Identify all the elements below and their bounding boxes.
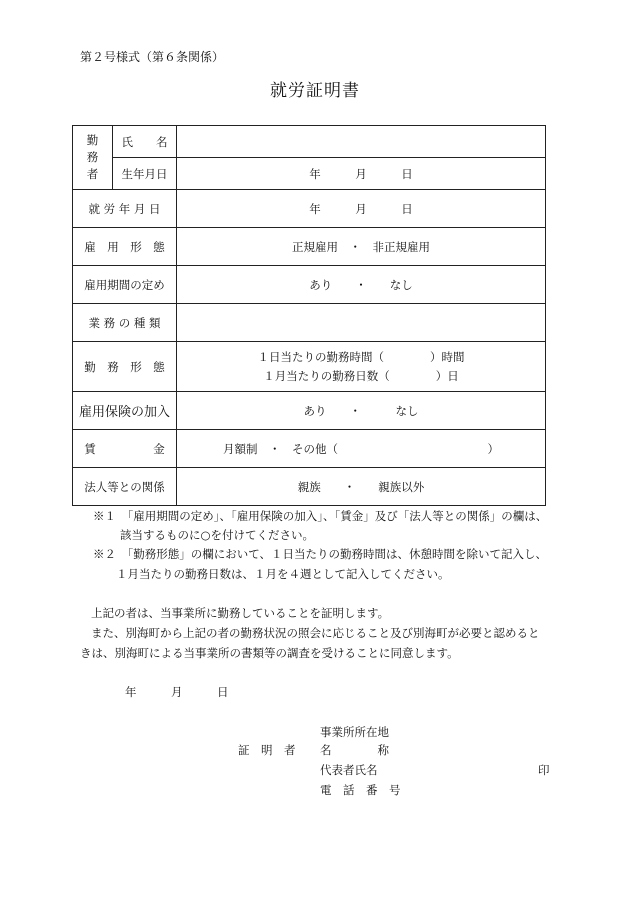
company-name-label: 名 称: [320, 743, 389, 757]
wage-field[interactable]: 月額制 ・ その他（ ）: [177, 430, 546, 468]
table-row-employment-date: [73, 190, 546, 228]
certificate-table: [72, 125, 546, 506]
note-2-line-1: ※２ 「勤務形態」の欄において、１日当たりの勤務時間は、休憩時間を除いて記入し、: [93, 547, 548, 561]
insurance-label: 雇用保険の加入: [73, 392, 177, 430]
job-type-label: 業 務 の 種 類: [73, 304, 177, 342]
worker-group-label: 勤 務 者: [73, 126, 113, 190]
table-row-relation: [73, 468, 546, 506]
certification-statement: 上記の者は、当事業所に勤務していることを証明します。: [91, 606, 390, 620]
table-row-employment-period: [73, 266, 546, 304]
consent-statement-line-1: また、別海町から上記の者の勤務状況の照会に応じること及び別海町が必要と認めると: [91, 626, 540, 640]
office-address-label: 事業所所在地: [320, 725, 389, 739]
table-row-employment-type: [73, 228, 546, 266]
birthdate-label: 生年月日: [113, 158, 177, 190]
note-1-line-1: ※１ 「雇用期間の定め」、「雇用保険の加入」、「賃金」及び「法人等との関係」の欄は、: [93, 509, 548, 523]
seal-mark: 印: [538, 763, 550, 777]
certification-date[interactable]: 年 月 日: [125, 685, 229, 699]
relation-field[interactable]: 親族 ・ 親族以外: [177, 468, 546, 506]
work-pattern-label: 勤 務 形 態: [73, 342, 177, 392]
consent-statement-line-2: きは、別海町による当事業所の書類等の調査を受けることに同意します。: [80, 646, 459, 660]
name-label: 氏 名: [113, 126, 177, 158]
employment-period-label: 雇用期間の定め: [73, 266, 177, 304]
relation-label: 法人等との関係: [73, 468, 177, 506]
certifier-label: 証 明 者: [238, 743, 296, 757]
note-2-line-2: １月当たりの勤務日数は、１月を４週として記入してください。: [116, 567, 450, 581]
birthdate-field[interactable]: 年 月 日: [177, 158, 546, 190]
document-title: 就労証明書: [270, 81, 360, 101]
table-row-wage: [73, 430, 546, 468]
table-row-work-pattern: [73, 342, 546, 392]
note-1-line-2: 該当するものに○を付けてください。: [120, 528, 315, 542]
job-type-field[interactable]: [177, 304, 546, 342]
employment-type-field[interactable]: 正規雇用 ・ 非正規雇用: [177, 228, 546, 266]
table-row-insurance: [73, 392, 546, 430]
work-hours-per-day: １日当たりの勤務時間（ ）時間: [257, 349, 465, 364]
employment-date-field[interactable]: 年 月 日: [177, 190, 546, 228]
wage-label: 賃 金: [73, 430, 177, 468]
table-row-birthdate: [73, 158, 546, 190]
name-field[interactable]: [177, 126, 546, 158]
table-row-name: [73, 126, 546, 158]
work-pattern-field[interactable]: [177, 342, 546, 392]
employment-date-label: 就 労 年 月 日: [73, 190, 177, 228]
employment-period-field[interactable]: あり ・ なし: [177, 266, 546, 304]
insurance-field[interactable]: あり ・ なし: [177, 392, 546, 430]
table-row-job-type: [73, 304, 546, 342]
employment-type-label: 雇 用 形 態: [73, 228, 177, 266]
work-days-per-month: １月当たりの勤務日数（ ）日: [263, 368, 459, 383]
phone-number-label: 電 話 番 号: [320, 783, 401, 797]
representative-name-label: 代表者氏名: [320, 763, 378, 777]
form-number: 第２号様式（第６条関係）: [80, 50, 225, 64]
